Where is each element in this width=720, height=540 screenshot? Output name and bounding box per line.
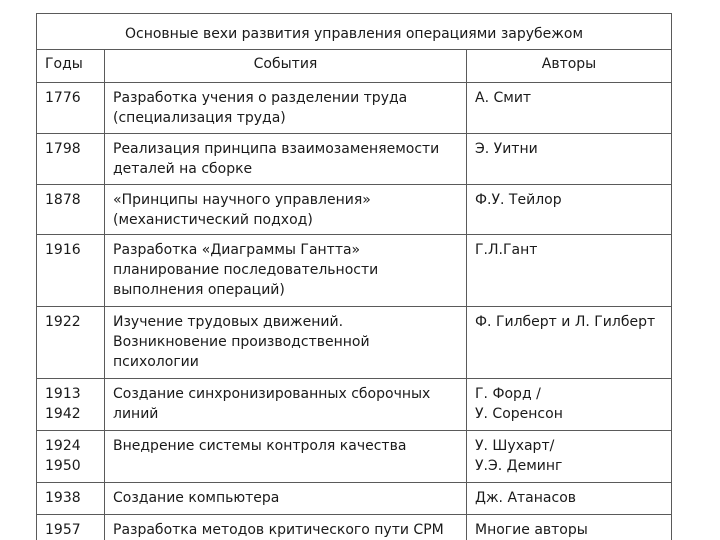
table-row [37, 379, 672, 431]
event-text: Возникновение производственной [113, 334, 370, 350]
event-text: (механистический подход) [113, 212, 313, 228]
year-cell [37, 185, 105, 235]
author-text: У. Шухарт/ [475, 438, 555, 454]
event-text: Внедрение системы контроля качества [113, 438, 407, 454]
year-text: 1938 [45, 490, 81, 506]
author-text: Ф.У. Тейлор [475, 192, 562, 208]
event-cell [105, 515, 467, 540]
event-text: Разработка методов критического пути CPM [113, 522, 444, 538]
table-row [37, 515, 672, 540]
author-cell [467, 83, 672, 134]
table-row [37, 185, 672, 235]
event-cell [105, 307, 467, 379]
author-cell [467, 134, 672, 185]
author-text: Дж. Атанасов [475, 490, 577, 506]
event-cell [105, 83, 467, 134]
event-cell [105, 185, 467, 235]
author-cell [467, 185, 672, 235]
author-text: Многие авторы [475, 522, 588, 538]
author-text: Г.Л.Гант [475, 242, 538, 258]
author-cell [467, 379, 672, 431]
author-text: У. Соренсон [475, 406, 563, 422]
year-cell [37, 431, 105, 483]
event-cell [105, 379, 467, 431]
year-text: 1924 [45, 438, 81, 454]
table-row [37, 431, 672, 483]
year-cell [37, 134, 105, 185]
milestones-table [36, 13, 672, 540]
event-cell [105, 134, 467, 185]
table-row [37, 83, 672, 134]
year-cell [37, 483, 105, 515]
event-cell [105, 235, 467, 307]
event-text: психологии [113, 354, 199, 370]
event-text: планирование последовательности [113, 262, 379, 278]
event-text: Изучение трудовых движений. [113, 314, 344, 330]
year-text: 1798 [45, 141, 81, 157]
event-text: Разработка учения о разделении труда [113, 90, 408, 106]
author-text: Э. Уитни [475, 141, 538, 157]
table-row [37, 134, 672, 185]
table-header-row [37, 50, 672, 83]
table-title-row [37, 14, 672, 50]
year-text: 1950 [45, 458, 81, 474]
author-cell [467, 483, 672, 515]
table-row [37, 307, 672, 379]
event-text: Создание синхронизированных сборочных [113, 386, 431, 402]
event-text: Разработка «Диаграммы Гантта» [113, 242, 361, 258]
author-cell [467, 235, 672, 307]
year-cell [37, 307, 105, 379]
table-title: Основные вехи развития управления операциями зарубежом [37, 14, 672, 50]
event-text: Создание компьютера [113, 490, 280, 506]
year-text: 1957 [45, 522, 81, 538]
year-text: 1942 [45, 406, 81, 422]
year-cell [37, 83, 105, 134]
event-cell [105, 483, 467, 515]
author-text: А. Смит [475, 90, 532, 106]
header-author: Авторы [467, 50, 672, 83]
header-event: События [105, 50, 467, 83]
year-text: 1916 [45, 242, 81, 258]
event-text: Реализация принципа взаимозаменяемости [113, 141, 440, 157]
year-text: 1776 [45, 90, 81, 106]
event-text: деталей на сборке [113, 161, 253, 177]
author-text: Ф. Гилберт и Л. Гилберт [475, 314, 656, 330]
year-text: 1913 [45, 386, 81, 402]
author-cell [467, 307, 672, 379]
author-text: Г. Форд / [475, 386, 541, 402]
table-row [37, 483, 672, 515]
year-text: 1878 [45, 192, 81, 208]
header-year: Годы [37, 50, 105, 83]
year-cell [37, 515, 105, 540]
author-cell [467, 431, 672, 483]
event-text: линий [113, 406, 159, 422]
author-cell [467, 515, 672, 540]
year-cell [37, 235, 105, 307]
event-text: (специализация труда) [113, 110, 286, 126]
author-text: У.Э. Деминг [475, 458, 563, 474]
year-text: 1922 [45, 314, 81, 330]
event-text: выполнения операций) [113, 282, 285, 298]
table-row [37, 235, 672, 307]
year-cell [37, 379, 105, 431]
event-text: «Принципы научного управления» [113, 192, 371, 208]
event-cell [105, 431, 467, 483]
